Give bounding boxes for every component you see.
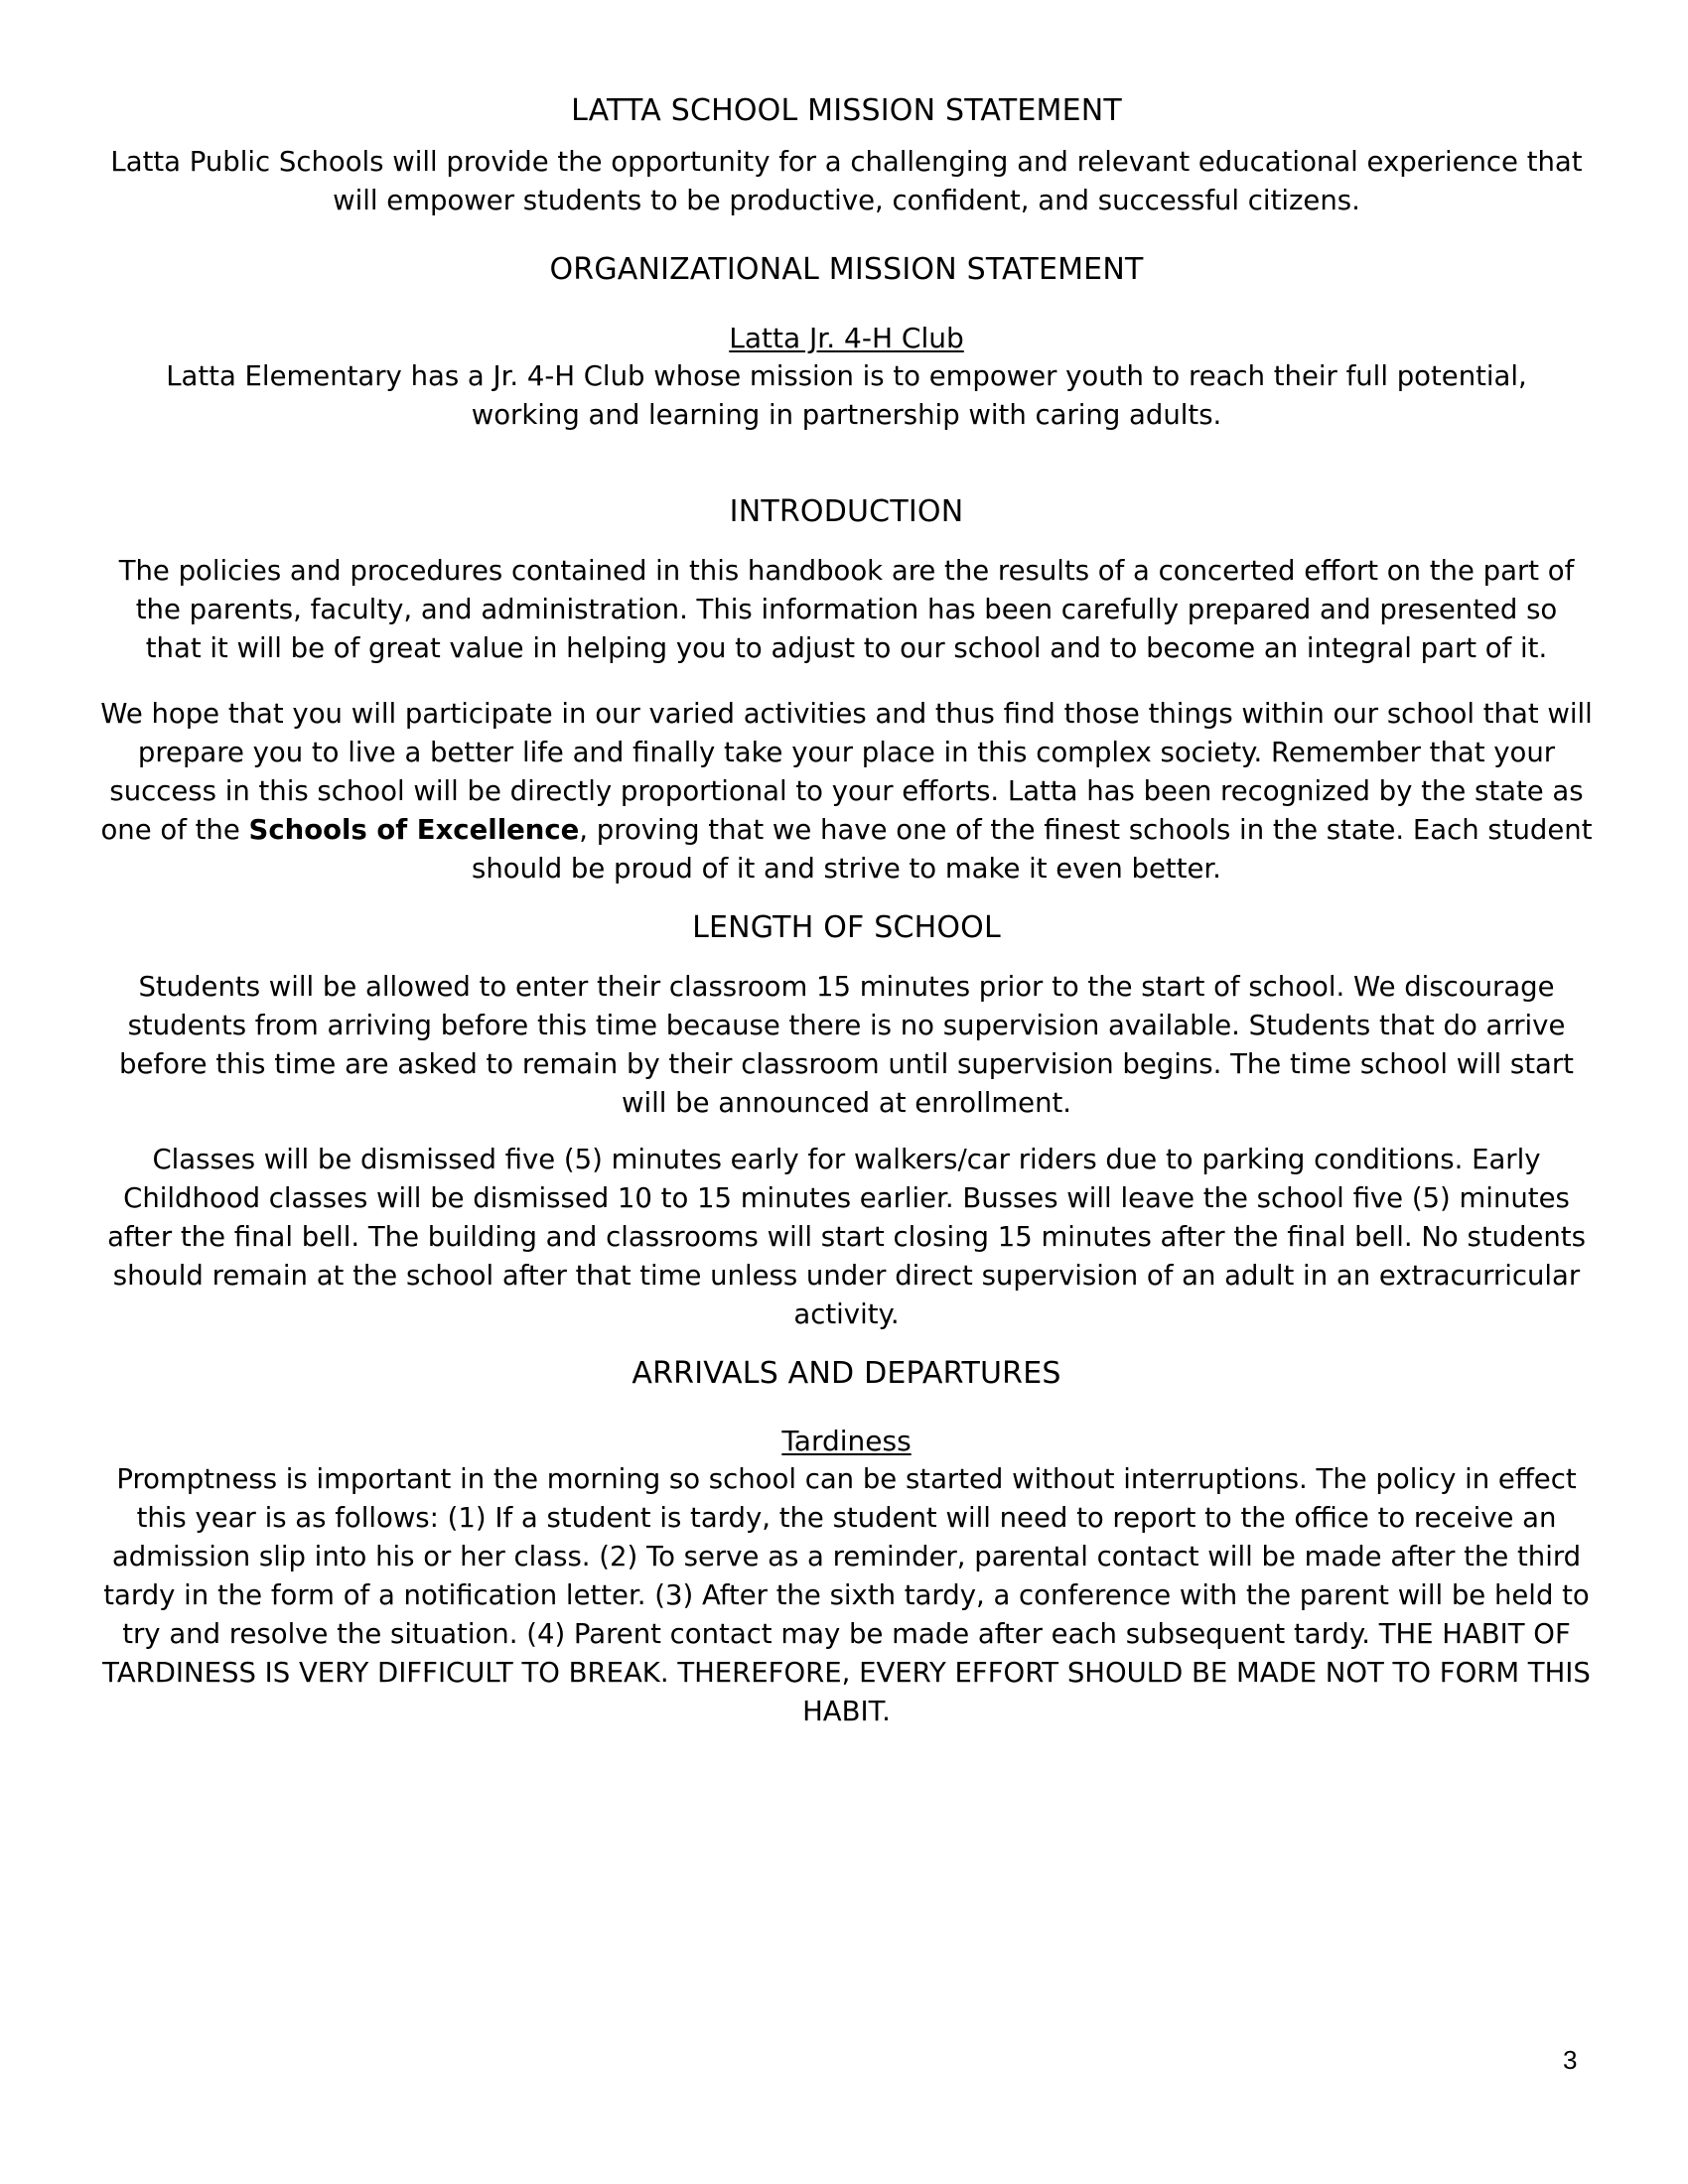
length-of-school-heading: LENGTH OF SCHOOL bbox=[692, 910, 1001, 945]
introduction-para-2-end: , proving that we have one of the finest schools in the state. Each student should be proud of it and strive to make it even better. bbox=[472, 814, 1593, 885]
schools-of-excellence: Schools of Excellence bbox=[248, 814, 580, 846]
tardiness-policy: Promptness is important in the morning so school can be started without interruptions. The policy in effect this year is as follows: (1) If a student is tardy, the student will need to report to the office to receive an admission slip into his or her class. (2) To serve as a reminder, parental contact will be made after the third tardy in the form of a notification letter. (3) After the sixth tardy, a conference with the parent will be held to try and resolve the situation. (4) Parent contact may be made after each subsequent tardy. bbox=[103, 1463, 1590, 1650]
length-of-school-para-2: Classes will be dismissed five (5) minutes early for walkers/car riders due to parking conditions. Early Childhood classes will be dismissed 10 to 15 minutes earlier. Busses will leave the school five (5) minutes after the final bell. The building and classrooms will start closing 15 minutes after the final bell. No students should remain at the school after that time unless under direct supervision of an adult in an extracurricular activity. bbox=[107, 1144, 1586, 1330]
arrivals-departures-heading: ARRIVALS AND DEPARTURES bbox=[632, 1356, 1061, 1391]
length-of-school-para-1: Students will be allowed to enter their classroom 15 minutes prior to the start of school. We discourage students from arriving before this time because there is no supervision available. Students that do arrive before this time are asked to remain by their classroom until supervision begins. The time school will start will be announced at enrollment. bbox=[119, 971, 1574, 1119]
org-mission-subheading: Latta Jr. 4-H Club bbox=[729, 322, 964, 354]
school-mission-text: Latta Public Schools will provide the opportunity for a challenging and relevant educational experience that will empower students to be productive, confident, and successful citizens. bbox=[110, 146, 1583, 216]
handbook-page bbox=[94, 91, 1599, 1731]
page-number: 3 bbox=[1563, 2045, 1578, 2075]
org-mission-heading: ORGANIZATIONAL MISSION STATEMENT bbox=[549, 252, 1144, 287]
tardiness-text bbox=[94, 1460, 1599, 1731]
introduction-para-2 bbox=[94, 695, 1599, 888]
tardiness-subheading: Tardiness bbox=[781, 1425, 912, 1457]
org-mission-text: Latta Elementary has a Jr. 4-H Club whose mission is to empower youth to reach their full potential, working and learning in partnership with caring adults. bbox=[166, 360, 1527, 431]
introduction-para-1: The policies and procedures contained in this handbook are the results of a concerted effort on the part of the parents, faculty, and administration. This information has been carefully prepared and presented so that it will be of great value in helping you to adjust to our school and to become an integral part of it. bbox=[118, 555, 1575, 664]
tardiness-warning: THE HABIT OF TARDINESS IS VERY DIFFICULT TO BREAK. THEREFORE, EVERY EFFORT SHOULD BE MADE NOT TO FORM THIS HABIT. bbox=[102, 1618, 1591, 1727]
school-mission-heading: LATTA SCHOOL MISSION STATEMENT bbox=[571, 93, 1122, 128]
introduction-para-2-start: We hope that you will participate in our varied activities and thus find those things within our school that will prepare you to live a better life and finally take your place in this complex society. Remember that your success in this school will be directly proportional to your efforts. Latta has been recognized by the state as one of the bbox=[100, 698, 1593, 846]
introduction-heading: INTRODUCTION bbox=[729, 494, 964, 529]
